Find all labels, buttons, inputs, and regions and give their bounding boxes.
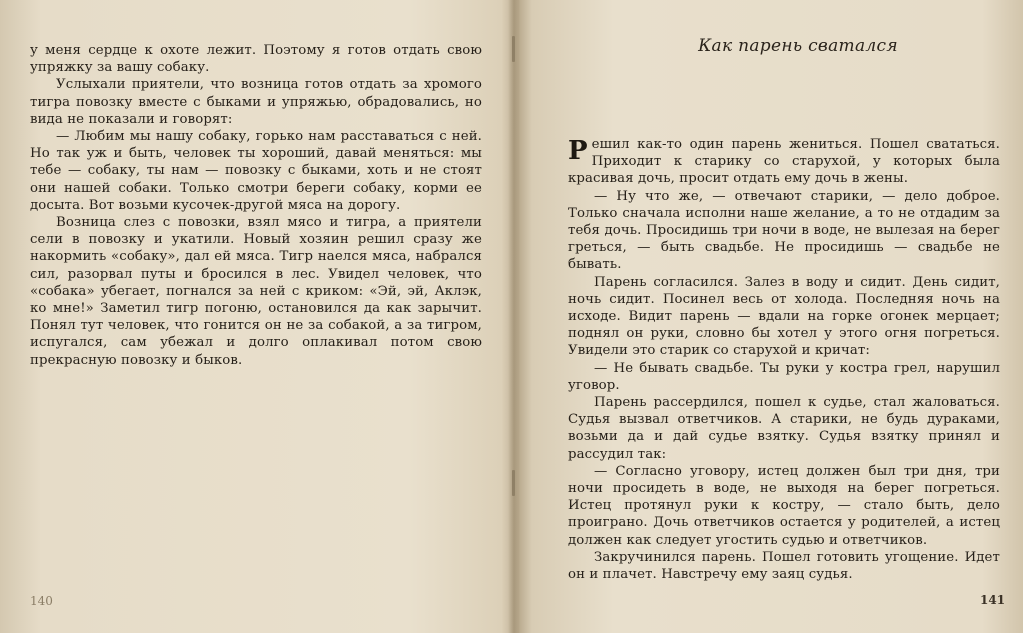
paragraph: — Согласно уговору, истец должен был три дня, три ночи просидеть в воде, не выходя на берег погреться. Истец протянул руки к костру, — стало быть, дело проиграно. Дочь ответчиков остается у родителей, а истец должен как следует угостить судью и ответчиков.: [568, 463, 1000, 548]
paragraph: — Ну что же, — отвечают старики, — дело доброе. Только сначала исполни наше желание, а то не отдадим за тебя дочь. Просидишь три ночи в воде, не вылезая на берег греться, — быть свадьбе. Не просидишь — свадьбе не бывать.: [568, 188, 1000, 273]
first-paragraph-text: ешил как-то один парень жениться. Пошел свататься. Приходит к старику со старухой, у которых была красивая дочь, просит отдать ему дочь в жены.: [568, 137, 1000, 187]
page-number: 141: [980, 593, 1006, 607]
paragraph: Закручинился парень. Пошел готовить угощение. Идет он и плачет. Навстречу ему заяц судья.: [568, 549, 1000, 583]
paragraph: — Любим мы нашу собаку, горько нам расставаться с ней. Но так уж и быть, человек ты хороший, давай меняться: мы тебе — собаку, ты нам — повозку с быками, хоть и не стоят они нашей собаки. Только смотри береги собаку, корми ее досыта. Вот возьми кусочек-другой мяса на дорогу.: [30, 129, 482, 213]
paragraph: — Не бывать свадьбе. Ты руки у костра грел, нарушил уговор.: [568, 360, 1000, 393]
paragraph: Возница слез с повозки, взял мясо и тигра, а приятели сели в повозку и укатили. Новый хозяин решил сразу же накормить «собаку», дал ей мяса. Тигр наелся мяса, набрался сил, разорвал путы и бросился в лес. Увидел человек, что «собака» убегает, погнался за ней с криком: «Эй, эй, Аклэк, ко мне!» Заметил тигр погоню, остановился да как зарычит. Понял тут человек, что гонится он не за собакой, а за тигром, испугался, сам убежал и долго оплакивал потом свою прекрасную повозку и быков.: [30, 215, 482, 368]
right-page: [518, 0, 1023, 633]
drop-cap: Р: [568, 136, 588, 166]
page-number: 140: [30, 594, 53, 608]
first-paragraph: [568, 136, 1000, 188]
paragraph: Услыхали приятели, что возница готов отдать за хромого тигра повозку вместе с быками и упряжью, обрадовались, но вида не показали и говорят:: [30, 77, 482, 127]
story-title: Как парень сватался: [698, 36, 898, 56]
paragraph: Парень согласился. Залез в воду и сидит. День сидит, ночь сидит. Посинел весь от холода. Последняя ночь на исходе. Видит парень — вдали на горке огонек мерцает; поднял он руки, словно бы хотел у этого огня погреться. Увидели это старик со старухой и кричат:: [568, 274, 1000, 359]
right-page-text: [568, 136, 1000, 583]
paragraph: у меня сердце к охоте лежит. Поэтому я готов отдать свою упряжку за вашу собаку.: [30, 43, 482, 76]
staple: [512, 36, 515, 62]
left-page-text: [30, 42, 482, 369]
staple: [512, 470, 515, 496]
paragraph: Парень рассердился, пошел к судье, стал жаловаться. Судья вызвал ответчиков. А старики, не будь дураками, возьми да и дай судье взятку. Судья взятку принял и рассудил так:: [568, 395, 1000, 462]
